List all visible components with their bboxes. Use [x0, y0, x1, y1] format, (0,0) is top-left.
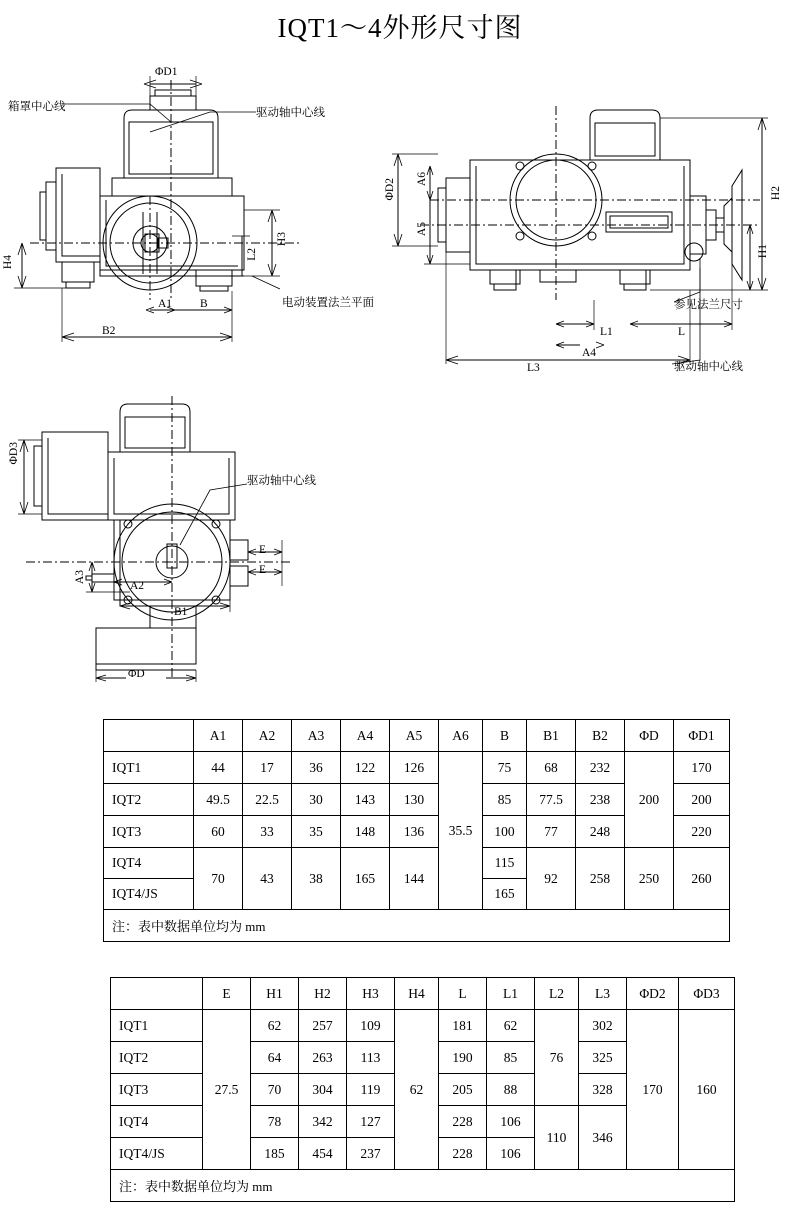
- label-a3: A3: [74, 570, 86, 585]
- cell-iqt3-phid1: 220: [674, 816, 730, 848]
- cell2-iqt2-h3: 113: [347, 1042, 395, 1074]
- th-b2: B2: [576, 720, 625, 752]
- th-phid: ΦD: [625, 720, 674, 752]
- th2-phid2: ΦD2: [627, 978, 679, 1010]
- cell2-iqt4-h1: 78: [251, 1106, 299, 1138]
- th2-phid3: ΦD3: [679, 978, 735, 1010]
- th2-l1: L1: [487, 978, 535, 1010]
- cell2-iqt4js-l1: 106: [487, 1138, 535, 1170]
- th-a1: A1: [194, 720, 243, 752]
- th2-h1: H1: [251, 978, 299, 1010]
- label-h2: H2: [770, 186, 782, 201]
- table-row: [111, 1010, 735, 1042]
- cell-iqt2-a2: 22.5: [243, 784, 292, 816]
- cell-iqt1-b1: 68: [527, 752, 576, 784]
- cell2-iqt3-h2: 304: [299, 1074, 347, 1106]
- cell-iqt2-a3: 30: [292, 784, 341, 816]
- cell2-iqt1-h3: 109: [347, 1010, 395, 1042]
- cell-iqt4-phid1: 260: [674, 848, 730, 910]
- cell2-iqt2-h1: 64: [251, 1042, 299, 1074]
- row2-label-iqt3: IQT3: [111, 1074, 203, 1106]
- cell2-iqt4-l1: 106: [487, 1106, 535, 1138]
- th2-model: [111, 978, 203, 1010]
- cell-iqt4-a1: 70: [194, 848, 243, 910]
- label-l3: L3: [527, 362, 540, 374]
- row2-label-iqt2: IQT2: [111, 1042, 203, 1074]
- th2-h2: H2: [299, 978, 347, 1010]
- cell2-iqt3-l: 205: [439, 1074, 487, 1106]
- cell-iqt1-b: 75: [483, 752, 527, 784]
- cell-iqt4-a5: 144: [390, 848, 439, 910]
- cell-iqt1-b2: 232: [576, 752, 625, 784]
- cell-iqt1-a5: 126: [390, 752, 439, 784]
- cell-iqt4-a3: 38: [292, 848, 341, 910]
- cell2-iqt1-h2: 257: [299, 1010, 347, 1042]
- cell-iqt1-a3: 36: [292, 752, 341, 784]
- label-a2: A2: [130, 580, 145, 592]
- cell2-iqt3-h3: 119: [347, 1074, 395, 1106]
- cell-iqt1-phid1: 170: [674, 752, 730, 784]
- cell-iqt3-a4: 148: [341, 816, 390, 848]
- cell2-phid2-merged: 170: [627, 1010, 679, 1170]
- th2-l3: L3: [579, 978, 627, 1010]
- label-a6: A6: [416, 172, 428, 187]
- cell-iqt1-a4: 122: [341, 752, 390, 784]
- dimension-table-1-wrapper: [103, 719, 730, 942]
- cell-iqt2-a5: 130: [390, 784, 439, 816]
- label-phi-d2: ΦD2: [384, 178, 396, 201]
- th-a4: A4: [341, 720, 390, 752]
- cell2-e-merged: 27.5: [203, 1010, 251, 1170]
- cell2-iqt4js-l: 228: [439, 1138, 487, 1170]
- table-header-row: [104, 720, 730, 752]
- table-2-note: 注：表中数据单位均为 mm: [111, 1170, 735, 1202]
- cell2-l2-bottom: 110: [535, 1106, 579, 1170]
- th-a6: A6: [439, 720, 483, 752]
- label-b: B: [200, 298, 208, 310]
- cell-iqt3-a1: 60: [194, 816, 243, 848]
- cell-iqt4-a2: 43: [243, 848, 292, 910]
- cell2-iqt2-l1: 85: [487, 1042, 535, 1074]
- label-a1: A1: [158, 298, 173, 310]
- cell-iqt1-a2: 17: [243, 752, 292, 784]
- cell-iqt1-a1: 44: [194, 752, 243, 784]
- cell-iqt4js-b: 165: [483, 879, 527, 910]
- label-l1: L1: [600, 326, 613, 338]
- cell2-iqt4-l3: 346: [579, 1106, 627, 1170]
- cell2-iqt1-l3: 302: [579, 1010, 627, 1042]
- cell-iqt3-a3: 35: [292, 816, 341, 848]
- label-a4: A4: [582, 347, 597, 359]
- th-a3: A3: [292, 720, 341, 752]
- th-a5: A5: [390, 720, 439, 752]
- cell-iqt3-b1: 77: [527, 816, 576, 848]
- cell-iqt3-b: 100: [483, 816, 527, 848]
- cell2-h4-merged: 62: [395, 1010, 439, 1170]
- th-model: [104, 720, 194, 752]
- dimension-table-2-wrapper: [110, 977, 735, 1202]
- label-e-lower: E: [259, 564, 267, 576]
- row-label-iqt3: IQT3: [104, 816, 194, 848]
- table-row: [104, 848, 730, 879]
- cell-iqt2-b2: 238: [576, 784, 625, 816]
- cell-a6-merged: 35.5: [439, 752, 483, 910]
- label-see-flange-dims: 参见法兰尺寸: [674, 299, 743, 311]
- row-label-iqt4: IQT4: [104, 848, 194, 879]
- label-b2: B2: [102, 325, 116, 337]
- cell-iqt3-a2: 33: [243, 816, 292, 848]
- cell2-iqt4js-h3: 237: [347, 1138, 395, 1170]
- cell2-phid3-merged: 160: [679, 1010, 735, 1170]
- table-row: [104, 752, 730, 784]
- cell-iqt3-a5: 136: [390, 816, 439, 848]
- label-h1: H1: [757, 244, 769, 259]
- dimension-table-1: [103, 719, 730, 942]
- th-b: B: [483, 720, 527, 752]
- cell2-iqt4-l: 228: [439, 1106, 487, 1138]
- table-note-row: [104, 910, 730, 942]
- cell2-iqt2-h2: 263: [299, 1042, 347, 1074]
- label-drive-shaft-centerline-front: 驱动轴中心线: [256, 107, 325, 119]
- label-phi-d1: ΦD1: [155, 66, 178, 78]
- label-b1: B1: [174, 606, 188, 618]
- cell-iqt2-a1: 49.5: [194, 784, 243, 816]
- label-e-upper: E: [259, 544, 267, 556]
- cell2-iqt1-l: 181: [439, 1010, 487, 1042]
- th-phid1: ΦD1: [674, 720, 730, 752]
- th2-l: L: [439, 978, 487, 1010]
- cell2-iqt2-l3: 325: [579, 1042, 627, 1074]
- cell-iqt2-phid1: 200: [674, 784, 730, 816]
- cell-iqt4-a4: 165: [341, 848, 390, 910]
- th-a2: A2: [243, 720, 292, 752]
- label-actuator-flange-plane: 电动装置法兰平面: [282, 297, 374, 309]
- label-a5: A5: [416, 222, 428, 237]
- cell2-iqt1-l1: 62: [487, 1010, 535, 1042]
- cell-iqt4-b: 115: [483, 848, 527, 879]
- label-phi-d: ΦD: [128, 668, 145, 680]
- cell2-iqt4-h2: 342: [299, 1106, 347, 1138]
- label-h3: H3: [276, 232, 288, 247]
- cell2-iqt4-h3: 127: [347, 1106, 395, 1138]
- row2-label-iqt1: IQT1: [111, 1010, 203, 1042]
- cell-iqt3-b2: 248: [576, 816, 625, 848]
- cell-phid-bottom: 250: [625, 848, 674, 910]
- cell2-iqt3-l1: 88: [487, 1074, 535, 1106]
- cell2-l2-top: 76: [535, 1010, 579, 1106]
- page-title: IQT1～4外形尺寸图: [277, 13, 523, 43]
- cell2-iqt4js-h1: 185: [251, 1138, 299, 1170]
- table-note-row: [111, 1170, 735, 1202]
- row-label-iqt1: IQT1: [104, 752, 194, 784]
- cell-iqt2-a4: 143: [341, 784, 390, 816]
- cell-iqt4-b2: 258: [576, 848, 625, 910]
- row2-label-iqt4js: IQT4/JS: [111, 1138, 203, 1170]
- label-drive-shaft-centerline-top: 驱动轴中心线: [247, 475, 316, 487]
- table-1-note: 注：表中数据单位均为 mm: [104, 910, 730, 942]
- cell2-iqt2-l: 190: [439, 1042, 487, 1074]
- dimension-table-2: [110, 977, 735, 1202]
- th2-l2: L2: [535, 978, 579, 1010]
- cell2-iqt4js-h2: 454: [299, 1138, 347, 1170]
- cell-iqt2-b1: 77.5: [527, 784, 576, 816]
- th-b1: B1: [527, 720, 576, 752]
- th2-e: E: [203, 978, 251, 1010]
- label-h4: H4: [2, 255, 14, 270]
- cell-iqt4-b1: 92: [527, 848, 576, 910]
- row-label-iqt2: IQT2: [104, 784, 194, 816]
- table-header-row: [111, 978, 735, 1010]
- row2-label-iqt4: IQT4: [111, 1106, 203, 1138]
- cell2-iqt1-h1: 62: [251, 1010, 299, 1042]
- label-l2: L2: [246, 248, 258, 261]
- label-l: L: [678, 326, 686, 338]
- cell2-iqt3-l3: 328: [579, 1074, 627, 1106]
- label-box-centerline: 箱罩中心线: [8, 101, 66, 113]
- cell-iqt2-b: 85: [483, 784, 527, 816]
- cell-phid-top: 200: [625, 752, 674, 848]
- th2-h3: H3: [347, 978, 395, 1010]
- cell2-iqt3-h1: 70: [251, 1074, 299, 1106]
- row-label-iqt4js: IQT4/JS: [104, 879, 194, 910]
- label-phi-d3: ΦD3: [8, 442, 20, 465]
- label-drive-shaft-centerline-side: 驱动轴中心线: [674, 361, 743, 373]
- th2-h4: H4: [395, 978, 439, 1010]
